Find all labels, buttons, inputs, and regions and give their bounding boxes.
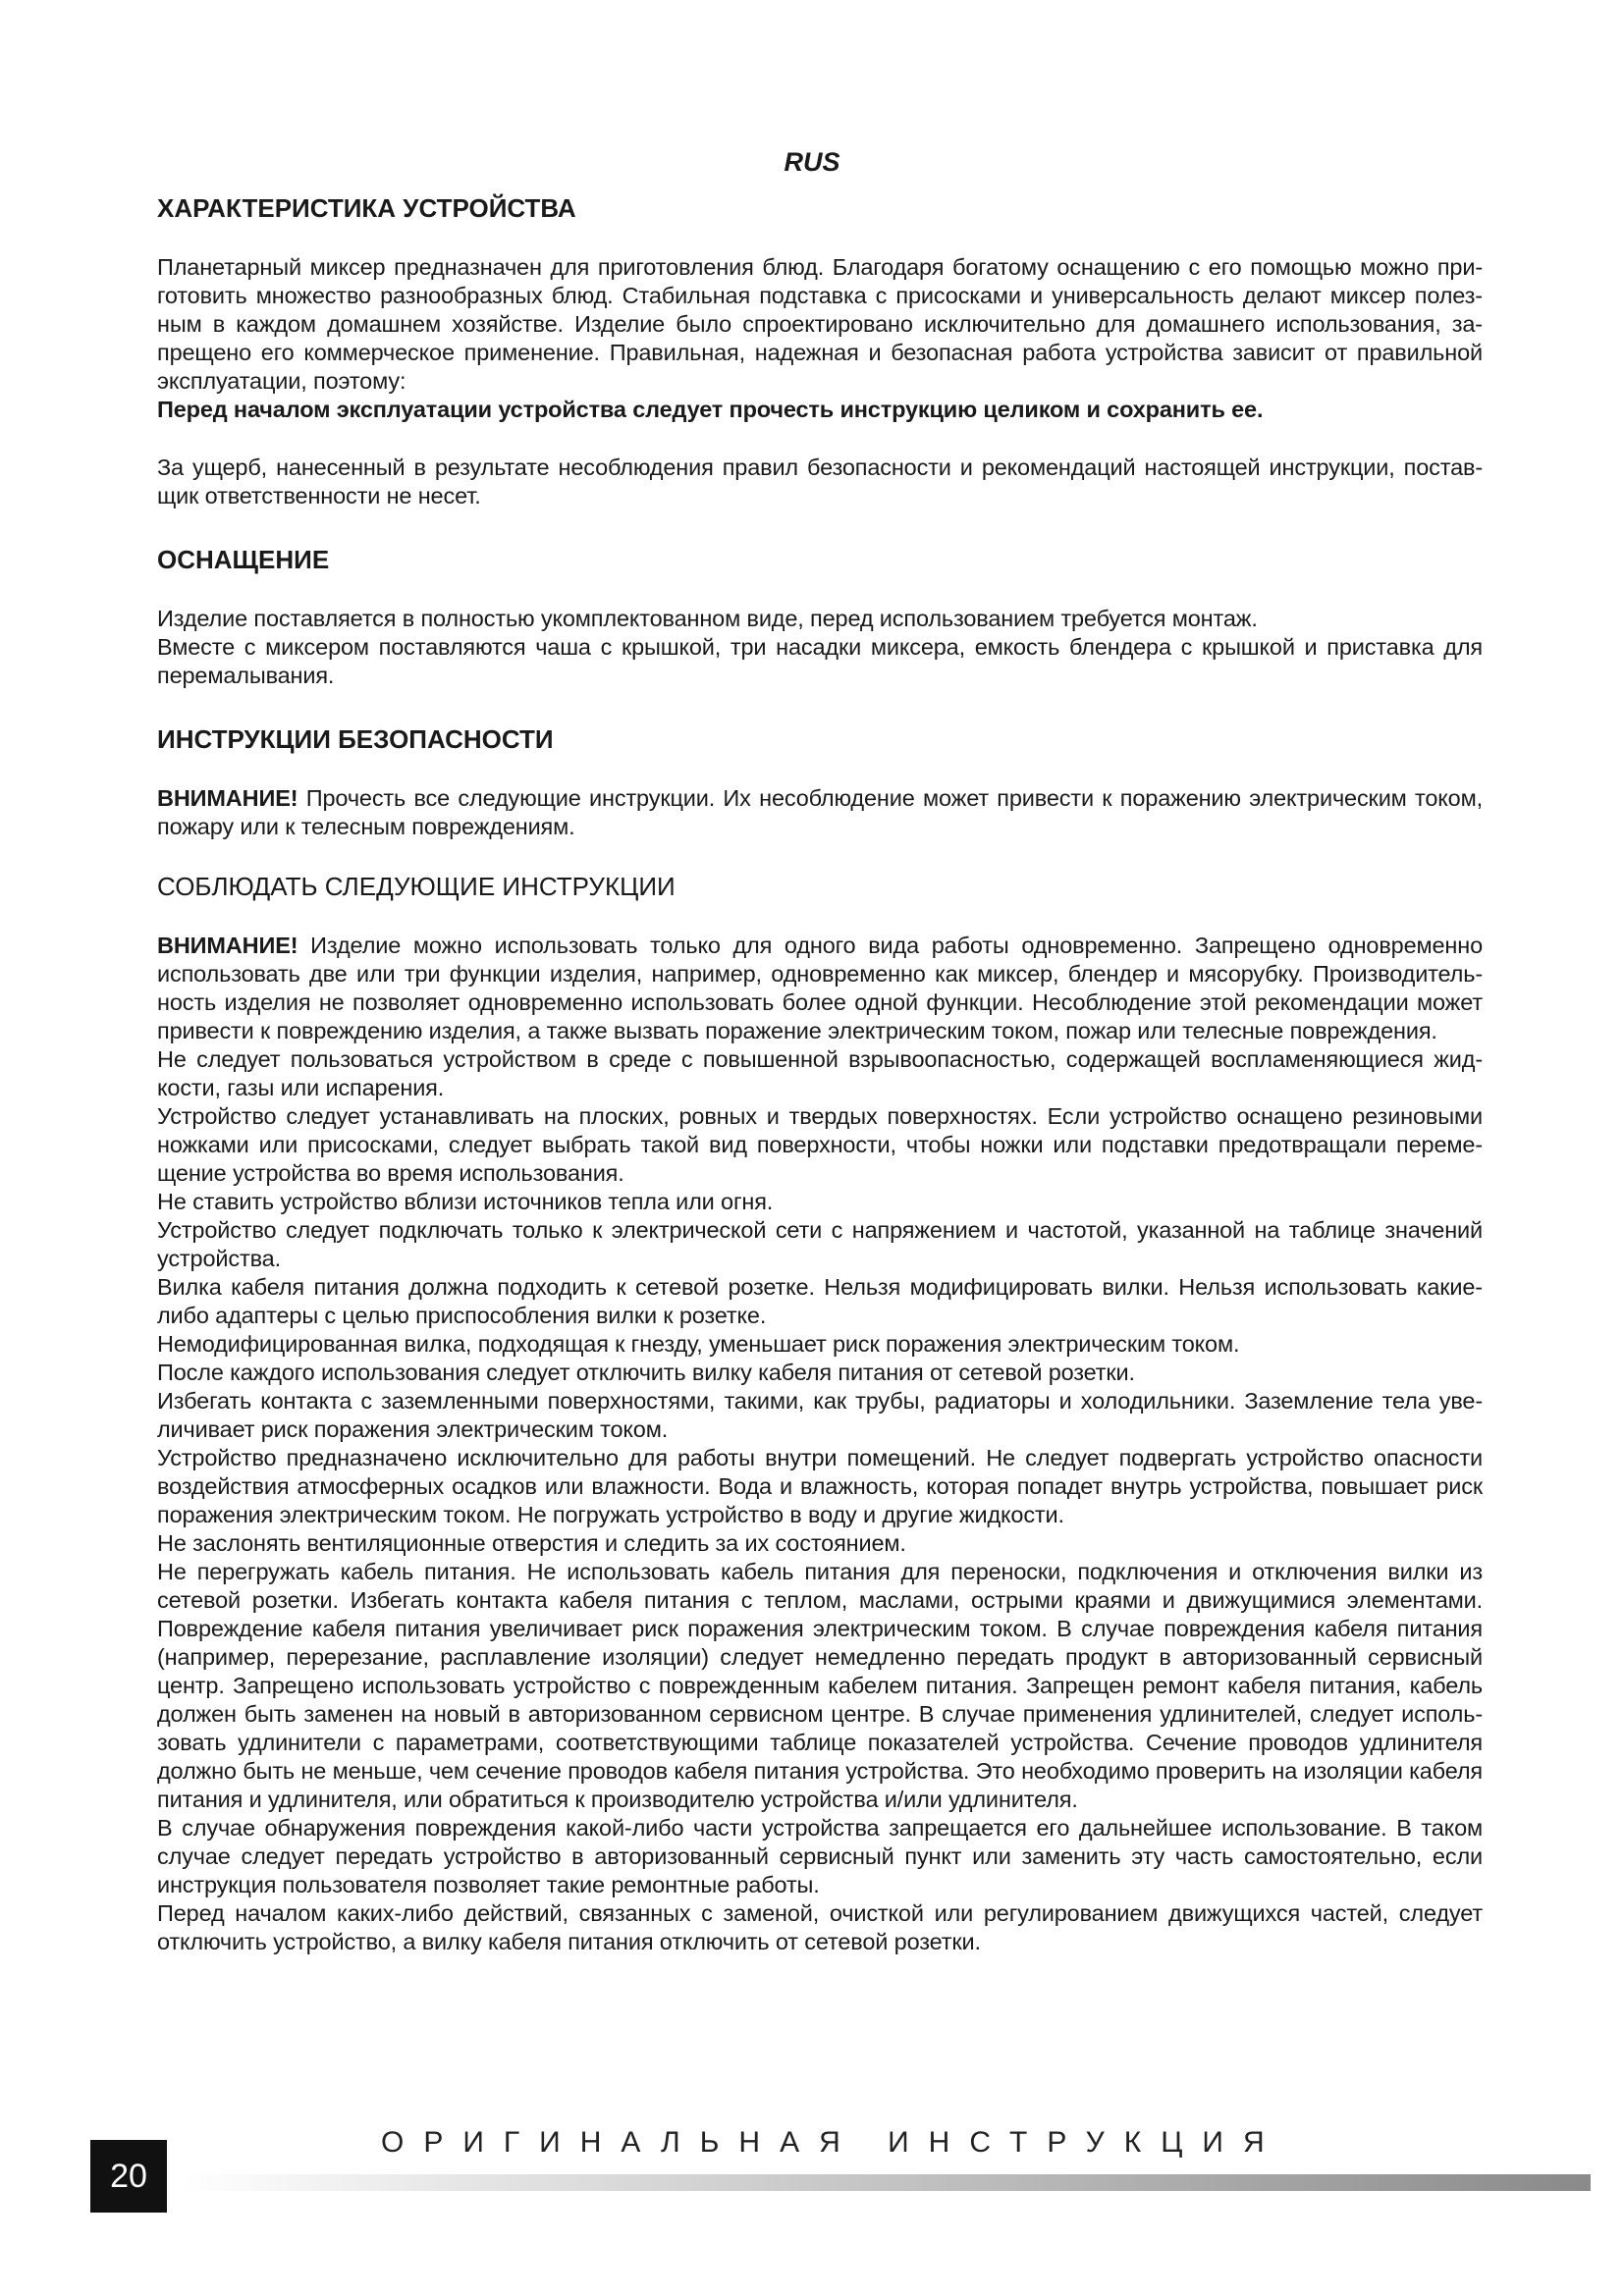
safety-item: Не следует пользоваться устройством в среде с повышенной взрывоопасностью, содержащей воспламеняющиеся жид- кости, газы или испарения. (157, 1046, 1483, 1100)
paragraph: Изделие поставляется в полностью укомплектованном виде, перед использованием требуется монтаж. (157, 606, 1258, 631)
safety-item: Устройство следует устанавливать на плоских, ровных и твердых поверхностях. Если устройство оснащено резиновыми ножками или присосками, следует выбрать такой вид поверхности, чтобы ножки или подставки предотвращали переме- щение устройства во время использования. (157, 1103, 1483, 1186)
safety-item: В случае обнаружения повреждения какой-либо части устройства запрещается его дальнейшее использование. В таком случае следует передать устройство в авторизованный сервисный пункт или заменить эту часть самостоятельно, если инструкция пользователя позволяет такие ремонтные работы. (157, 1815, 1483, 1897)
warning-label: ВНИМАНИЕ! (157, 933, 298, 958)
safety-item: Устройство предназначено исключительно для работы внутри помещений. Не следует подвергать устройство опасности воздействия атмосферных осадков или влажности. Вода и влажность, которая попадет внутрь устройства, повышает риск поражения электрическим током. Не погружать устройство в воду и другие жидкости. (157, 1445, 1483, 1527)
subheading-follow-instructions: СОБЛЮДАТЬ СЛЕДУЮЩИЕ ИНСТРУКЦИИ (157, 872, 676, 901)
section-title-safety: ИНСТРУКЦИИ БЕЗОПАСНОСТИ (157, 724, 554, 754)
safety-item: Не заслонять вентиляционные отверстия и следить за их состоянием. (157, 1530, 906, 1556)
paragraph-bold: Перед началом эксплуатации устройства следует прочесть инструкцию целиком и сохранить ее. (157, 397, 1264, 422)
safety-item: Вилка кабеля питания должна подходить к сетевой розетке. Нельзя модифицировать вилки. Нельзя использовать какие- либо адаптеры с целью приспособления вилки к розетке. (157, 1274, 1483, 1328)
footer-gradient-bar (181, 2174, 1591, 2191)
warning-text: Прочесть все следующие инструкции. Их несоблюдение может привести к поражению электрическим током, пожару или к телесным повреждениям. (157, 785, 1483, 839)
paragraph: Планетарный миксер предназначен для приготовления блюд. Благодаря богатому оснащению с его помощью можно при- готовить множество разнообразных блюд. Стабильная подставка с присосками и универсальность делают миксер полез- ным в каждом домашнем хозяйстве. Изделие было спроектировано исключительно для домашнего использования, за- прещено его коммерческое применение. Правильная, надежная и безопасная работа устройства зависит от правильной эксплуатации, поэтому: (157, 254, 1483, 394)
section-title-equipment: ОСНАЩЕНИЕ (157, 545, 330, 574)
safety-item: Не перегружать кабель питания. Не использовать кабель питания для переноски, подключения и отключения вилки из сетевой розетки. Избегать контакта кабеля питания с теплом, маслами, острыми краями и движущимися элементами. Повреждение кабеля питания увеличивает риск поражения электрическим током. В случае повреждения кабеля питания (например, перерезание, расплавление изоляции) следует немедленно передать продукт в авторизованный сервисный центр. Запрещено использовать устройство с поврежденным кабелем питания. Запрещен ремонт кабеля питания, кабель должен быть заменен на новый в авторизованном сервисном центре. В случае применения удлинителей, следует исполь- зовать удлинители с параметрами, соответствующими таблице показателей устройства. Сечение проводов удлинителя должно быть не меньше, чем сечение проводов кабеля питания устройства. Это необходимо проверить на изоляции кабеля питания и удлинителя, или обратиться к производителю устройства и/или удлинителя. (157, 1559, 1483, 1812)
warning-label: ВНИМАНИЕ! (157, 785, 298, 811)
warning-paragraph (157, 932, 1483, 1045)
warning-paragraph (157, 784, 1483, 841)
paragraph: За ущерб, нанесенный в результате несоблюдения правил безопасности и рекомендаций настоящей инструкции, постав- щик ответственности не несет. (157, 454, 1483, 508)
section-title-characteristics: ХАРАКТЕРИСТИКА УСТРОЙСТВА (157, 193, 576, 223)
safety-item: Перед началом каких-либо действий, связанных с заменой, очисткой или регулированием движущихся частей, следует отключить устройство, а вилку кабеля питания отключить от сетевой розетки. (157, 1900, 1483, 1954)
safety-item: Избегать контакта с заземленными поверхностями, такими, как трубы, радиаторы и холодильники. Заземление тела уве- личивает риск поражения электрическим током. (157, 1388, 1483, 1442)
safety-item: Устройство следует подключать только к электрической сети с напряжением и частотой, указанной на таблице значений устройства. (157, 1217, 1483, 1271)
warning-text: Изделие можно использовать только для одного вида работы одновременно. Запрещено одновременно использовать две или три функции изделия, например, одновременно как миксер, блендер и мясорубку. Производитель- ность изделия не позволяет одновременно использовать более одной функции. Несоблюдение этой рекомендации может привести к повреждению изделия, а также вызвать поражение электрическим током, пожар или телесные повреждения. (157, 933, 1483, 1043)
paragraph: Вместе с миксером поставляются чаша с крышкой, три насадки миксера, емкость блендера с крышкой и приставка для перемалывания. (157, 634, 1483, 688)
safety-item: После каждого использования следует отключить вилку кабеля питания от сетевой розетки. (157, 1360, 1135, 1385)
page-number: 20 (90, 2140, 167, 2213)
page-content (157, 192, 1483, 1956)
safety-item: Не ставить устройство вблизи источников тепла или огня. (157, 1189, 774, 1214)
language-label: RUS (784, 147, 840, 177)
footer-caption: ОРИГИНАЛЬНАЯ ИНСТРУКЦИЯ (381, 2126, 1284, 2159)
safety-item: Немодифицированная вилка, подходящая к гнезду, уменьшает риск поражения электрическим током. (157, 1331, 1240, 1357)
